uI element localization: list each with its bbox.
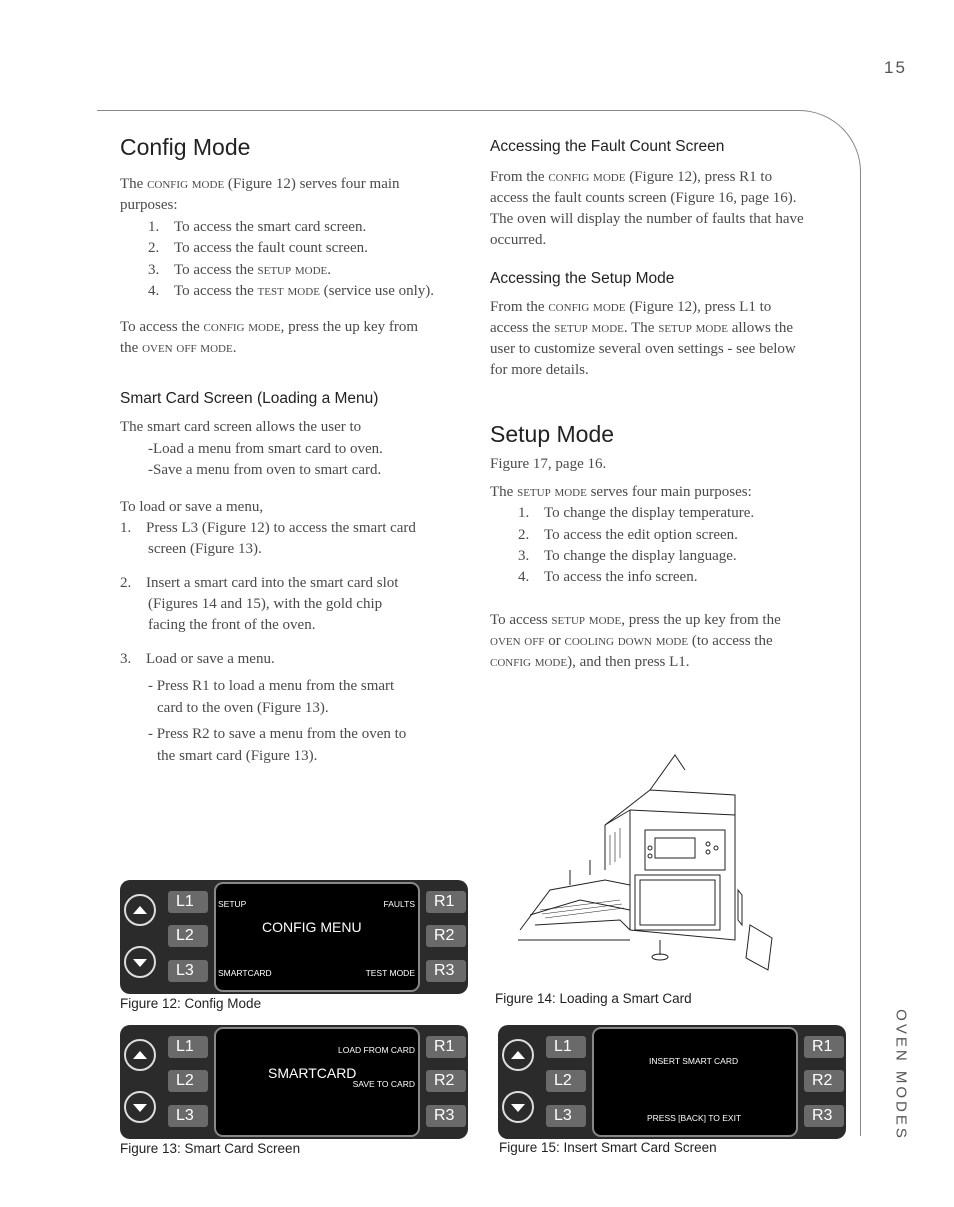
arrow-down-icon xyxy=(133,1104,147,1112)
oven-smart-card-illustration xyxy=(510,750,810,975)
l1-button[interactable]: L1 xyxy=(168,891,208,913)
l1-button[interactable]: L1 xyxy=(546,1036,586,1058)
up-arrow-button[interactable] xyxy=(124,1039,156,1071)
l3-button[interactable]: L3 xyxy=(168,960,208,982)
r2-button[interactable]: R2 xyxy=(426,925,466,947)
fault-count-heading: Accessing the Fault Count Screen xyxy=(490,138,725,155)
down-arrow-button[interactable] xyxy=(124,1091,156,1123)
display-screen xyxy=(592,1027,798,1137)
r1-button[interactable]: R1 xyxy=(426,1036,466,1058)
list-item: 2. To access the edit option screen. xyxy=(518,527,738,543)
step-3-sub-2-cont: the smart card (Figure 13). xyxy=(157,748,318,764)
step-3-sub-2: - Press R2 to save a menu from the oven to xyxy=(148,726,407,742)
step-2-cont: (Figures 14 and 15), with the gold chip xyxy=(148,596,383,612)
side-rule xyxy=(860,170,861,1136)
faults-label: FAULTS xyxy=(383,899,415,909)
l1-button[interactable]: L1 xyxy=(168,1036,208,1058)
fault-count-paragraph: From the config mode (Figure 12), press R1 to access the fault counts screen (Figure 16, page 16). The oven will display the number of faults that have occurred. xyxy=(490,169,804,248)
setup-access-heading: Accessing the Setup Mode xyxy=(490,270,675,287)
arrow-up-icon xyxy=(133,1051,147,1059)
setup-intro: The setup mode serves four main purposes: xyxy=(490,484,752,500)
l3-button[interactable]: L3 xyxy=(546,1105,586,1127)
press-back-label: PRESS [BACK] TO EXIT xyxy=(647,1113,742,1123)
config-access-paragraph: To access the config mode, press the up key from the oven off mode. xyxy=(120,319,419,356)
smartcard-label: SMARTCARD xyxy=(218,968,272,978)
step-1: 1. Press L3 (Figure 12) to access the smart card xyxy=(120,520,416,536)
save-to-card-label: SAVE TO CARD xyxy=(352,1079,415,1089)
list-item: 3. To access the setup mode. xyxy=(148,262,332,278)
config-menu-title: CONFIG MENU xyxy=(262,919,362,935)
arrow-up-icon xyxy=(511,1051,525,1059)
up-arrow-button[interactable] xyxy=(124,894,156,926)
header-corner xyxy=(796,110,861,175)
figure-12-caption: Figure 12: Config Mode xyxy=(120,996,262,1011)
figure-13-caption: Figure 13: Smart Card Screen xyxy=(120,1141,301,1156)
config-mode-heading: Config Mode xyxy=(120,134,251,160)
header-rule xyxy=(97,110,797,111)
r2-button[interactable]: R2 xyxy=(804,1070,844,1092)
r2-button[interactable]: R2 xyxy=(426,1070,466,1092)
smart-card-load-line: -Load a menu from smart card to oven. xyxy=(148,441,383,457)
step-3-sub-1: - Press R1 to load a menu from the smart xyxy=(148,678,395,694)
r3-button[interactable]: R3 xyxy=(426,1105,466,1127)
smart-card-save-line: -Save a menu from oven to smart card. xyxy=(148,462,382,478)
arrow-down-icon xyxy=(133,959,147,967)
setup-mode-heading: Setup Mode xyxy=(490,421,615,447)
figure-14-caption: Figure 14: Loading a Smart Card xyxy=(495,991,692,1006)
smartcard-title: SMARTCARD xyxy=(268,1065,357,1081)
list-item: 4. To access the info screen. xyxy=(518,569,698,585)
l2-button[interactable]: L2 xyxy=(168,925,208,947)
up-arrow-button[interactable] xyxy=(502,1039,534,1071)
section-tab xyxy=(889,1009,913,1141)
load-from-card-label: LOAD FROM CARD xyxy=(338,1045,415,1055)
setup-access-instructions: To access setup mode, press the up key from the oven off or cooling down mode (to access the config mode), and then press L1. xyxy=(490,612,781,670)
l2-button[interactable]: L2 xyxy=(546,1070,586,1092)
setup-access-paragraph: From the config mode (Figure 12), press L1 to access the setup mode. The setup mode allows the user to customize several oven settings - see below for more details. xyxy=(490,299,796,378)
config-intro: The config mode (Figure 12) serves four main purposes: xyxy=(120,176,400,213)
setup-label: SETUP xyxy=(218,899,247,909)
down-arrow-button[interactable] xyxy=(502,1091,534,1123)
arrow-up-icon xyxy=(133,906,147,914)
list-item: 4. To access the test mode (service use only). xyxy=(148,283,435,299)
smart-card-panel xyxy=(120,1025,468,1139)
test-mode-label: TEST MODE xyxy=(365,968,415,978)
l2-button[interactable]: L2 xyxy=(168,1070,208,1092)
arrow-down-icon xyxy=(511,1104,525,1112)
smart-card-heading: Smart Card Screen (Loading a Menu) xyxy=(120,390,379,407)
r1-button[interactable]: R1 xyxy=(804,1036,844,1058)
insert-smart-card-panel xyxy=(498,1025,846,1139)
step-3-sub-1-cont: card to the oven (Figure 13). xyxy=(157,700,329,716)
setup-figure-ref: Figure 17, page 16. xyxy=(490,456,607,472)
smart-card-intro: The smart card screen allows the user to xyxy=(120,419,362,435)
r3-button[interactable]: R3 xyxy=(426,960,466,982)
list-item: 1. To change the display temperature. xyxy=(518,505,755,521)
section-tab-label: OVEN MODES xyxy=(892,1009,910,1141)
down-arrow-button[interactable] xyxy=(124,946,156,978)
display-screen xyxy=(214,882,420,992)
step-2: 2. Insert a smart card into the smart card slot xyxy=(120,575,399,591)
step-2-cont: facing the front of the oven. xyxy=(148,617,316,633)
step-3: 3. Load or save a menu. xyxy=(120,651,275,667)
to-load-line: To load or save a menu, xyxy=(120,499,264,515)
display-screen xyxy=(214,1027,420,1137)
insert-smart-card-label: INSERT SMART CARD xyxy=(649,1056,739,1066)
list-item: 1. To access the smart card screen. xyxy=(148,219,367,235)
figure-15-caption: Figure 15: Insert Smart Card Screen xyxy=(499,1140,717,1155)
l3-button[interactable]: L3 xyxy=(168,1105,208,1127)
list-item: 2. To access the fault count screen. xyxy=(148,240,368,256)
step-1-cont: screen (Figure 13). xyxy=(148,541,262,557)
r1-button[interactable]: R1 xyxy=(426,891,466,913)
page-number: 15 xyxy=(884,58,907,77)
config-mode-panel xyxy=(120,880,468,994)
list-item: 3. To change the display language. xyxy=(518,548,737,564)
r3-button[interactable]: R3 xyxy=(804,1105,844,1127)
